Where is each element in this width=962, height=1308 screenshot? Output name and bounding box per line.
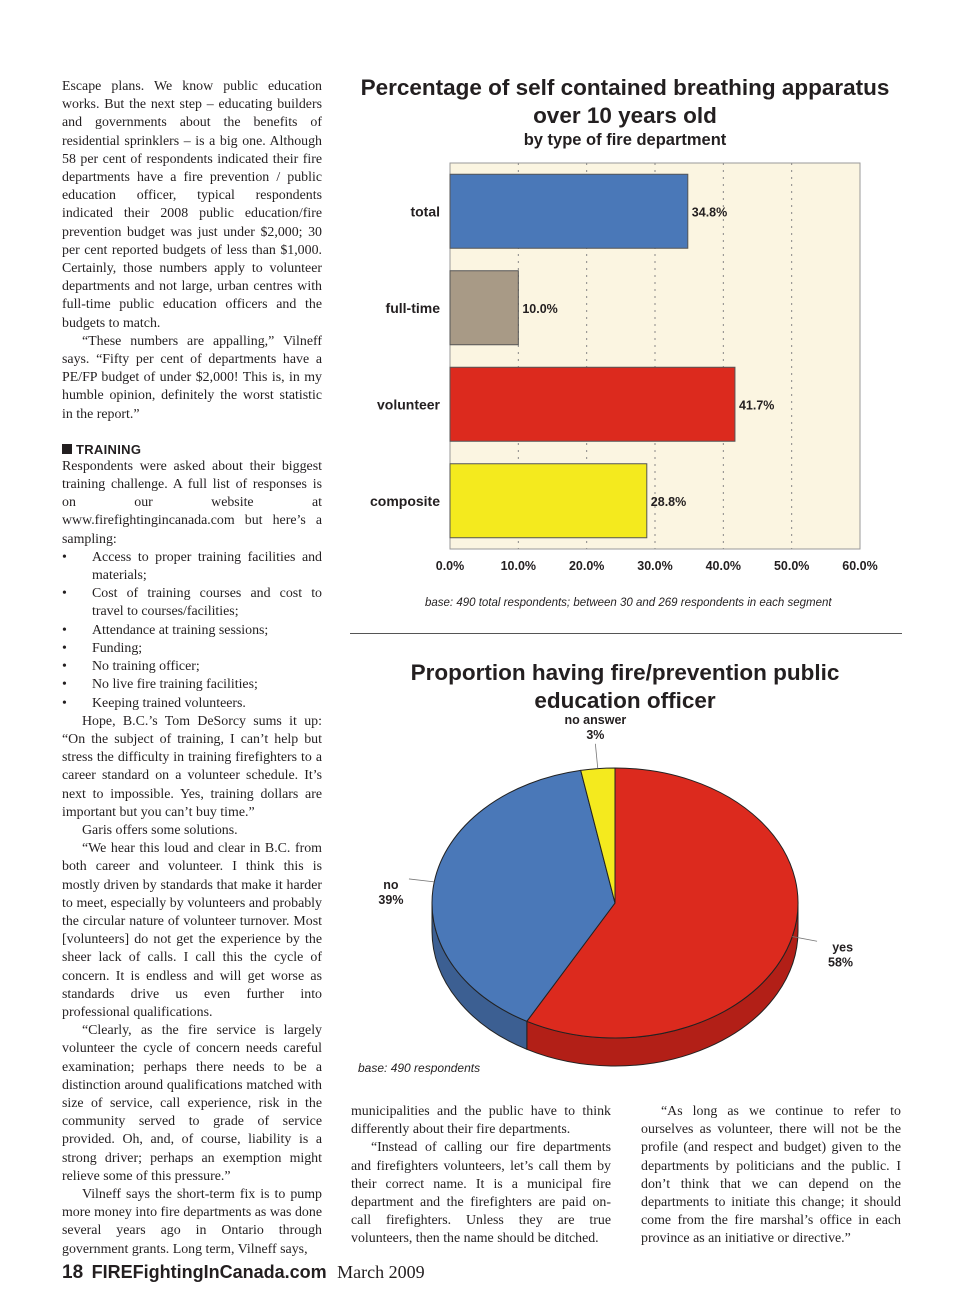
bar-x-tick-label: 20.0% <box>568 559 605 573</box>
pie-leader-line <box>409 879 434 882</box>
bar-x-tick-label: 10.0% <box>500 559 537 573</box>
bar-composite <box>450 464 647 538</box>
bar-value-label: 10.0% <box>522 301 558 316</box>
pie-value-label: 58% <box>828 955 854 970</box>
bar-category-label: full-time <box>385 299 440 316</box>
bar-chart-title <box>350 74 900 150</box>
bar-x-tick-label: 60.0% <box>842 559 878 573</box>
bottom-middle-column <box>351 1103 611 1249</box>
bar-category-labels <box>370 203 441 509</box>
pie-value-label: 39% <box>378 892 404 907</box>
section-heading-text: TRAINING <box>76 441 142 457</box>
bar-full-time <box>450 271 518 345</box>
list-item: • Access to proper training facilities and materials; <box>62 549 322 585</box>
pie-chart-note: base: 490 respondents <box>358 1061 481 1075</box>
pie-value-label: 3% <box>586 727 605 742</box>
bar-chart-note: base: 490 total respondents; between 30 and 269 respondents in each segment <box>425 597 832 609</box>
bar-total <box>450 174 688 248</box>
paragraph: “These numbers are appalling,” Vilneff says. “Fifty per cent of departments have a PE/FP budget of under $2,000! This is, in my humble opinion, definitely the worst statistic in the report.” <box>62 333 322 422</box>
page-number: 18 <box>62 1262 84 1283</box>
pie-chart-title-text: Proportion having fire/prevention public education officer <box>410 660 840 713</box>
bar-category-label: composite <box>369 492 440 509</box>
paragraph: Garis offers some solutions. <box>82 822 238 838</box>
pie-chart <box>350 712 902 1088</box>
paragraph: Vilneff says the short-term fix is to pump more money into fire departments as was done several years ago in Ontario through government grants. Long term, Vilneff says, <box>62 1186 322 1257</box>
paragraph: “Instead of calling our fire departments and firefighters volunteers, let’s call them by their correct name. It is a municipal fire department and the firefighters are paid on-call firefighters. Unless they are true volunteers, then the name should be ditched. <box>351 1140 611 1247</box>
bar-volunteer <box>450 367 735 441</box>
bullet-list <box>62 549 322 713</box>
pie-label: yes <box>832 940 854 955</box>
bar-value-label: 34.8% <box>691 205 728 220</box>
bar-value-label: 28.8% <box>650 494 687 509</box>
pie-chart-title <box>350 659 900 715</box>
list-item: • Keeping trained volunteers. <box>62 695 322 713</box>
section-heading <box>62 442 322 458</box>
bar-x-tick-label: 40.0% <box>705 559 742 573</box>
pie-label: no <box>383 877 399 892</box>
chart-divider <box>350 633 902 634</box>
bar-value-label: 41.7% <box>738 398 775 413</box>
paragraph: “As long as we continue to refer to ourselves as volunteer, there will not be the profile (and respect and budget) given to the departments by politicians and the public. I don’t think that we can depend on the departments to initiate this change; it should come from the fire marshal’s office in each province as an initiative or directive.” <box>641 1104 901 1247</box>
bar-x-tick-label: 30.0% <box>637 559 673 573</box>
bottom-right-column <box>641 1103 901 1249</box>
footer-website: FIREFightingInCanada.com <box>91 1262 327 1282</box>
bar-chart <box>350 155 902 615</box>
paragraph: “Clearly, as the fire service is largely volunteer the cycle of concern needs careful examination; perhaps there needs to be a distinction around qualifications matched with size of service, call experience, risk in the community served to grade of service provided. Oh, and, of course, liability is a strong driver; perhaps an exemption might relieve some of this pressure.” <box>62 1023 322 1184</box>
paragraph: “We hear this loud and clear in B.C. from both career and volunteer. I think this is mostly driven by standards that make it harder to meet, especially by volunteers and probably the circular nature of volunteer turnover. Most [volunteers] do not get the experience by the sheer lack of calls. I call this the cycle of concern. It is endless and will get worse as standards drive us even further into professional qualifications. <box>62 841 322 1020</box>
bar-x-tick-label: 50.0% <box>773 559 810 573</box>
list-item: • No live fire training facilities; <box>62 676 322 694</box>
footer-date: March 2009 <box>337 1262 425 1282</box>
bar-category-label: total <box>410 203 440 220</box>
paragraph: municipalities and the public have to think differently about their fire departments. <box>351 1104 611 1138</box>
pie-leader-line <box>595 744 597 769</box>
square-bullet-icon <box>62 444 72 454</box>
bar-x-tick-labels <box>436 559 878 573</box>
bar-chart-subtitle: by type of fire department <box>523 131 727 149</box>
paragraph: Escape plans. We know public education works. But the next step – educating builders and governments about the benefits of residential sprinklers – is a big one. Although 58 per cent of respondents indicated their fire departments have a fire prevention / public education officer, typical respondents indicated their 2008 public education/fire prevention budget was just under $2,000; 30 per cent reported budgets of less than $1,000. Certainly, those numbers apply to volunteer departments and not large, urban centres with full-time public education officers and the budgets to match. <box>62 79 322 331</box>
paragraph: Respondents were asked about their biggest training challenge. A full list of responses is on our website at www.firefightingincanada.com but here’s a sampling: <box>62 458 322 547</box>
list-item: • No training officer; <box>62 658 322 676</box>
pie-slices <box>432 768 798 1038</box>
list-item: • Attendance at training sessions; <box>62 622 322 640</box>
list-item: • Funding; <box>62 640 322 658</box>
bar-category-label: volunteer <box>376 396 440 413</box>
paragraph: Hope, B.C.’s Tom DeSorcy sums it up: “On the subject of training, I can’t help but stress the difficulty in training firefighters to a career standard on a volunteer schedule. It’s next to impossible. Yes, training dollars are important but you can’t buy time.” <box>62 713 322 820</box>
left-article-column <box>62 78 322 1259</box>
list-item: • Cost of training courses and cost to travel to courses/facilities; <box>62 585 322 621</box>
bar-x-tick-label: 0.0% <box>435 559 465 573</box>
pie-label: no answer <box>564 712 627 727</box>
bar-chart-title-text: Percentage of self contained breathing apparatus over 10 years old <box>360 75 890 128</box>
page-footer <box>62 1262 425 1284</box>
